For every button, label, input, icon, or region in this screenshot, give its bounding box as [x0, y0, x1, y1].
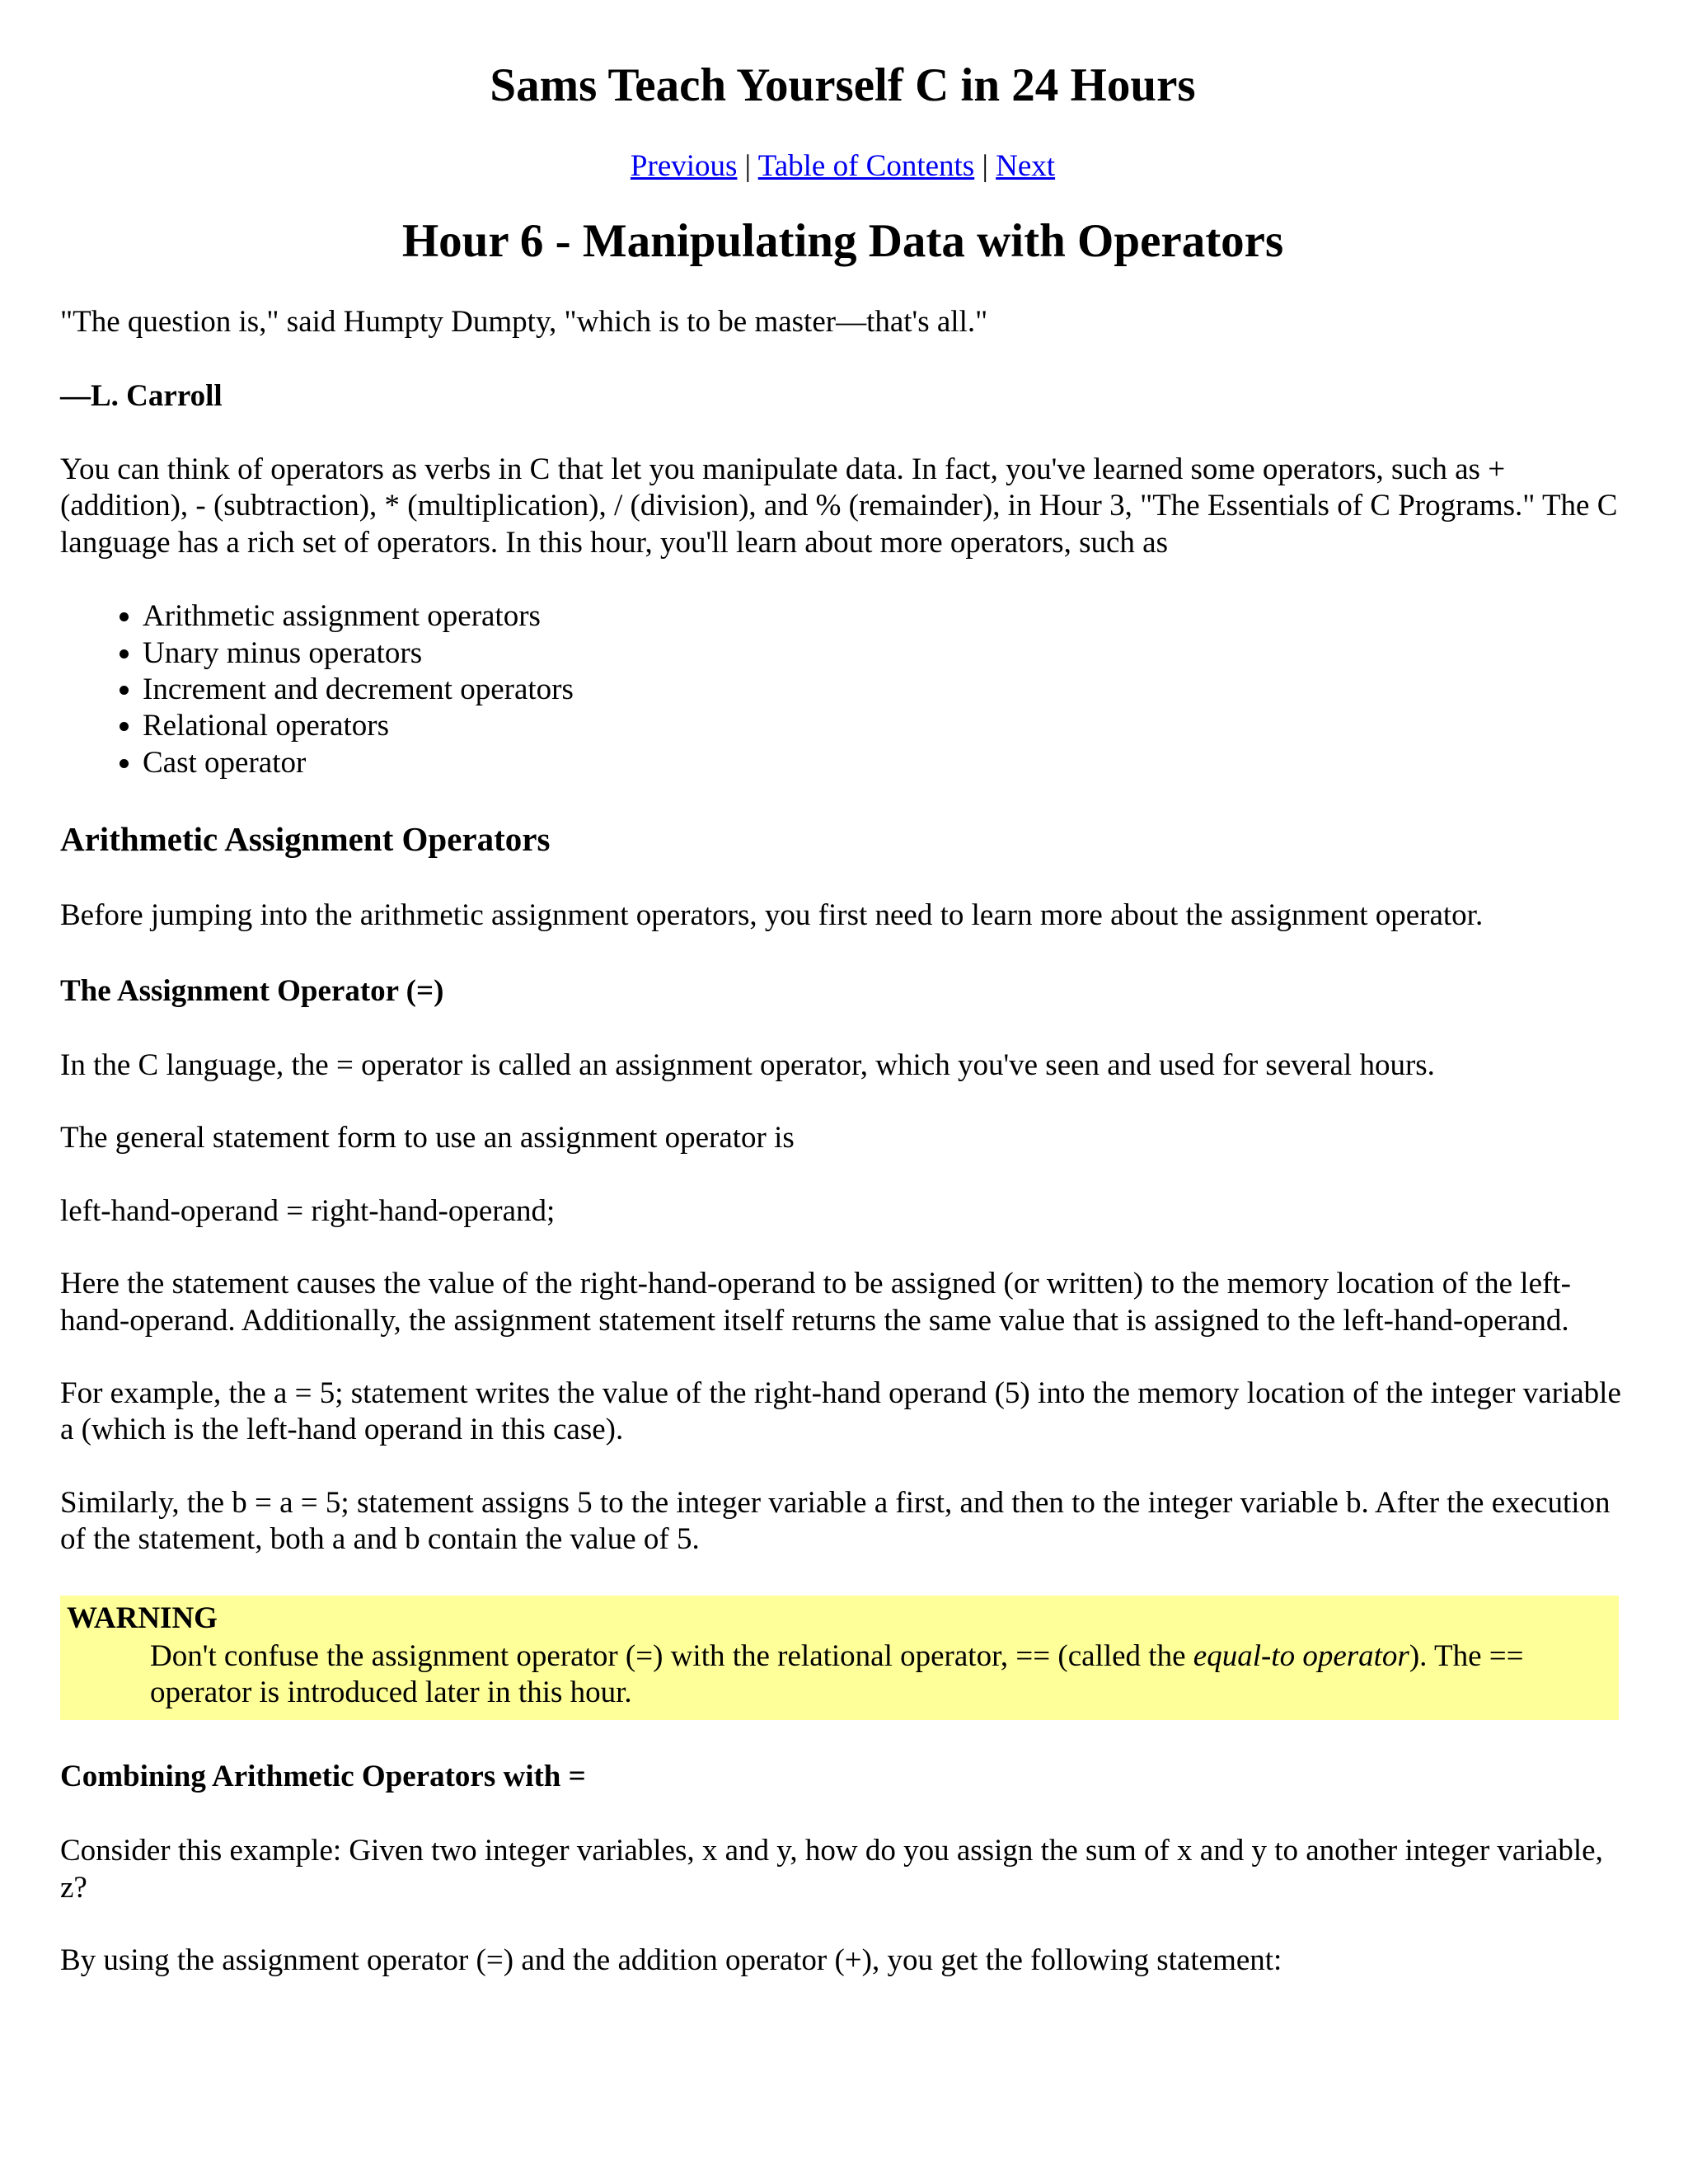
- intro-paragraph: You can think of operators as verbs in C that let you manipulate data. In fact, you've learned some operators, such as + (addition), - (subtraction), * (multiplication), / (division), and % (remainder), in Hour 3, "The Essentials of C Programs." The C language has a rich set of operators. In this hour, you'll learn about more operators, such as: [60, 452, 1618, 560]
- list-item: • Arithmetic assignment operators: [143, 598, 1625, 635]
- paragraph: The general statement form to use an assignment operator is: [60, 1121, 795, 1155]
- nav-links: [60, 148, 1625, 185]
- epigraph-author: —L. Carroll: [60, 378, 223, 413]
- list-item: • Unary minus operators: [143, 635, 1625, 672]
- nav-separator: |: [744, 149, 752, 184]
- topics-list: [60, 598, 1625, 781]
- list-item: • Relational operators: [143, 708, 1625, 744]
- next-link[interactable]: Next: [996, 149, 1056, 184]
- nav-separator: |: [982, 149, 988, 184]
- warning-text: [150, 1638, 1612, 1712]
- paragraph: In the C language, the = operator is called an assignment operator, which you've seen and used for several hours.: [60, 1048, 1435, 1083]
- warning-text-part: Don't confuse the assignment operator (=) with the relational operator, == (called the: [150, 1638, 1193, 1673]
- hour-title: Hour 6 - Manipulating Data with Operators: [401, 214, 1284, 267]
- warning-box: [60, 1596, 1619, 1720]
- paragraph: Here the statement causes the value of the right-hand-operand to be assigned (or written) to the memory location of the left-hand-operand. Additionally, the assignment statement itself returns the same value that is assigned to the left-hand-operand.: [60, 1267, 1571, 1338]
- table-of-contents-link[interactable]: Table of Contents: [757, 149, 975, 184]
- paragraph: Similarly, the b = a = 5; statement assigns 5 to the integer variable a first, and then to the integer variable b. After the execution of the statement, both a and b contain the value of 5.: [60, 1485, 1611, 1557]
- paragraph: For example, the a = 5; statement writes the value of the right-hand operand (5) into the memory location of the integer variable a (which is the left-hand operand in this case).: [60, 1376, 1621, 1447]
- paragraph: Consider this example: Given two integer variables, x and y, how do you assign the sum of x and y to another integer variable, z?: [60, 1834, 1603, 1905]
- section-heading: Arithmetic Assignment Operators: [60, 820, 551, 859]
- book-title: Sams Teach Yourself C in 24 Hours: [490, 59, 1196, 111]
- epigraph-quote: "The question is," said Humpty Dumpty, "which is to be master—that's all.": [60, 305, 988, 340]
- list-item: • Increment and decrement operators: [143, 672, 1625, 708]
- warning-text-part: ). The == operator is introduced later in this hour.: [150, 1638, 1524, 1710]
- subsection-heading: The Assignment Operator (=): [60, 973, 444, 1008]
- list-item: • Cast operator: [143, 745, 1625, 781]
- paragraph: Before jumping into the arithmetic assignment operators, you first need to learn more about the assignment operator.: [60, 898, 1484, 933]
- subsection-heading: Combining Arithmetic Operators with =: [60, 1759, 586, 1793]
- warning-emphasis: equal-to operator: [1193, 1638, 1409, 1673]
- previous-link[interactable]: Previous: [630, 149, 738, 184]
- warning-title: WARNING: [67, 1601, 218, 1635]
- paragraph: By using the assignment operator (=) and the addition operator (+), you get the following statement:: [60, 1943, 1282, 1977]
- statement-form: left-hand-operand = right-hand-operand;: [60, 1193, 556, 1228]
